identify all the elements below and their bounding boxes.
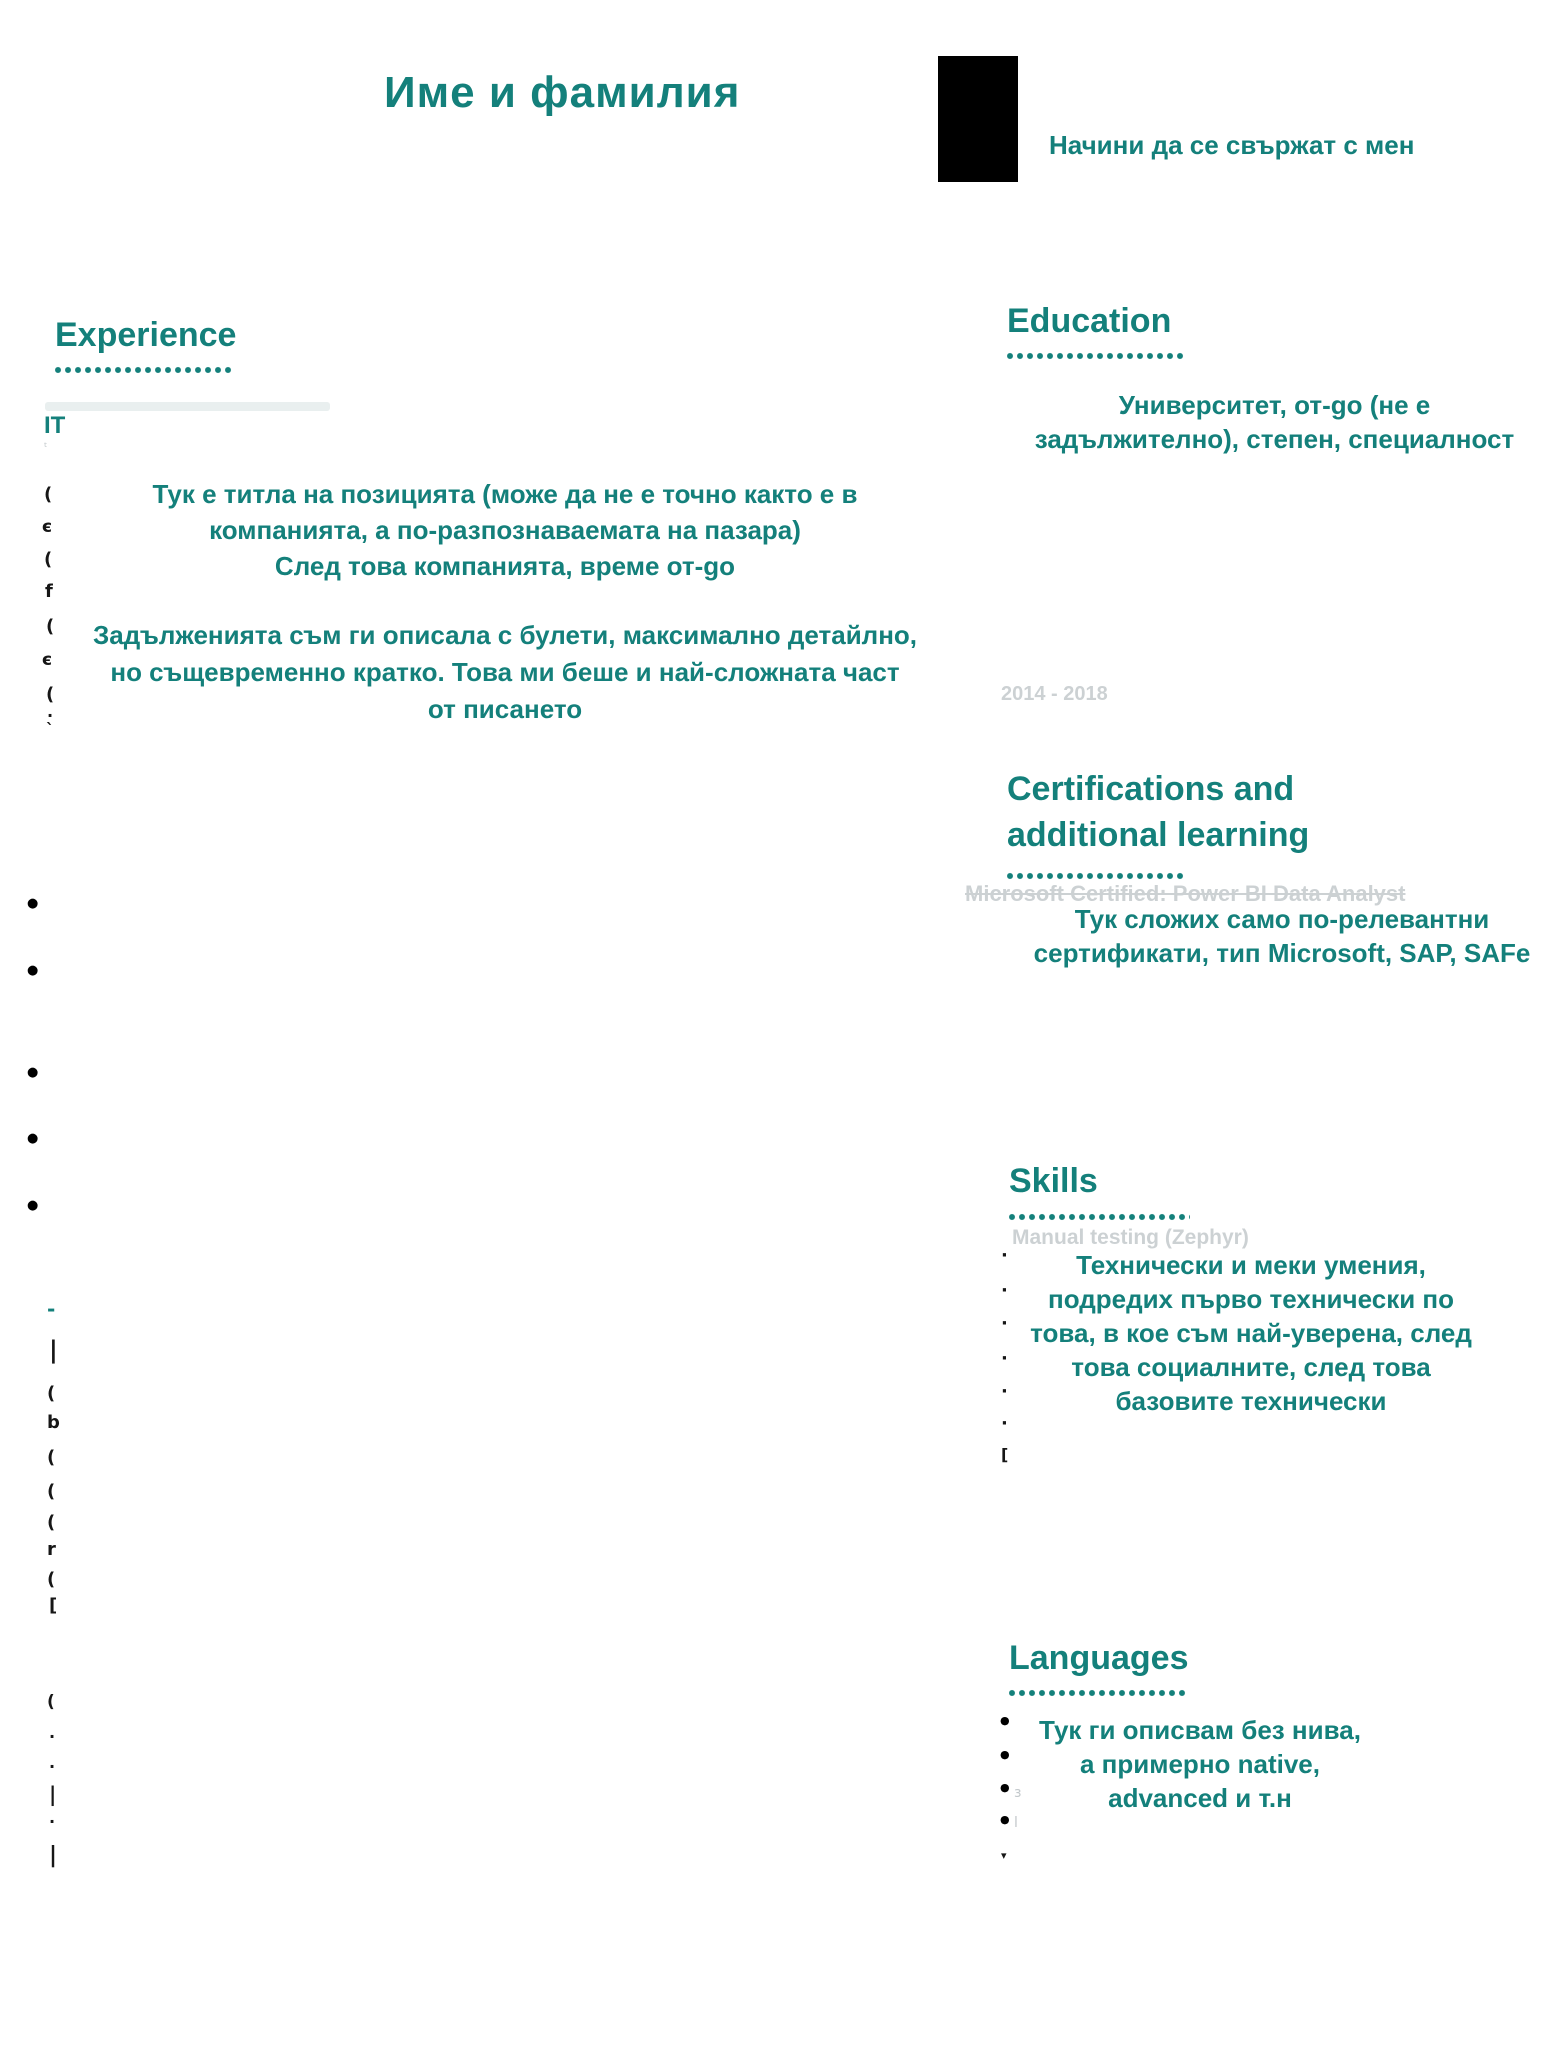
remnant-mark: ( xyxy=(47,1383,56,1404)
remnant-mark: · xyxy=(1001,1280,1008,1301)
erased-line-smear xyxy=(45,402,330,411)
remnant-mark: · xyxy=(1001,1381,1008,1402)
remnant-mark: ` xyxy=(46,720,54,739)
skills-note: Технически и меки умения, подредих първо технически по това, в кое съм най-уверена, след това социалните, след това базовите технически xyxy=(1030,1250,1472,1416)
remnant-mark: ● xyxy=(1000,1748,1010,1761)
skills-residual: Manual testing (Zephyr) xyxy=(1012,1226,1249,1249)
remnant-mark: · xyxy=(1001,1245,1008,1266)
remnant-mark: ▾ xyxy=(1001,1849,1007,1862)
remnant-mark: ● xyxy=(27,896,39,911)
experience-subheading: IT xyxy=(44,412,66,439)
skills-heading: Skills xyxy=(1009,1162,1098,1200)
education-heading: Education xyxy=(1007,302,1172,340)
remnant-mark: · xyxy=(49,1812,56,1831)
remnant-mark: · xyxy=(1001,1348,1008,1369)
remnant-mark: · xyxy=(1001,1413,1008,1434)
remnant-mark: | xyxy=(49,1782,57,1806)
experience-duties-note: Задълженията съм ги описала с булети, максимално детайлно, но същевременно кратко. Това ми беше и най-сложната част от писането xyxy=(92,620,917,724)
remnant-mark: ● xyxy=(1000,1781,1010,1794)
remnant-mark: ( xyxy=(47,1569,56,1590)
remnant-mark: · xyxy=(1001,1313,1008,1334)
certifications-heading: Certifications and additional learning xyxy=(1007,770,1310,854)
remnant-mark: ( xyxy=(46,684,55,705)
remnant-mark: ● xyxy=(1000,1714,1010,1727)
experience-title-note: Тук е титла на позицията (може да не е точно както е в компанията, а по-разпознаваемата на пазара) След това компанията, време от-go xyxy=(152,479,858,581)
remnant-mark: · xyxy=(49,1757,56,1776)
dotted-divider xyxy=(1009,1689,1189,1697)
page-title: Име и фамилия xyxy=(384,68,741,117)
remnant-mark: ● xyxy=(27,1198,39,1213)
remnant-mark: з xyxy=(1014,1785,1022,1801)
remnant-mark: є xyxy=(42,517,53,537)
remnant-mark: ( xyxy=(47,1447,56,1468)
remnant-mark: ᵗ xyxy=(44,440,48,454)
remnant-mark: | xyxy=(49,1843,58,1868)
remnant-mark: l xyxy=(1014,1815,1018,1831)
remnant-mark: · xyxy=(49,1727,56,1746)
languages-heading: Languages xyxy=(1009,1639,1189,1677)
remnant-mark: ( xyxy=(47,1692,55,1712)
remnant-mark: - xyxy=(47,1297,56,1321)
remnant-mark: ( xyxy=(47,1512,56,1533)
remnant-mark: ( xyxy=(44,484,53,505)
certifications-note: Тук сложих само по-релевантни сертификати, тип Microsoft, SAP, SAFe xyxy=(1033,904,1531,968)
remnant-mark: ● xyxy=(27,1065,39,1080)
contact-note: Начини да се свържат с мен xyxy=(1049,130,1415,160)
remnant-mark: ● xyxy=(1000,1813,1010,1826)
languages-note: Тук ги описвам без нива, а примерно native, advanced и т.н xyxy=(1039,1715,1361,1813)
remnant-mark: ● xyxy=(27,963,39,978)
certification-residual: Microsoft Certified: Power BI Data Analyst xyxy=(965,881,1406,906)
remnant-mark: f xyxy=(45,581,53,602)
remnant-mark: ( xyxy=(44,549,53,570)
remnant-mark: є xyxy=(42,650,53,670)
remnant-mark: | xyxy=(49,1336,58,1364)
remnant-mark: [ xyxy=(1001,1445,1009,1464)
remnant-mark: [ xyxy=(49,1595,58,1616)
dotted-divider xyxy=(1009,1213,1190,1221)
remnant-mark: r xyxy=(47,1539,56,1560)
remnant-mark: ( xyxy=(47,1481,56,1502)
dotted-divider xyxy=(1007,872,1187,880)
remnant-mark: · xyxy=(47,706,54,725)
remnant-mark: ● xyxy=(27,1131,39,1146)
photo-redacted-box xyxy=(938,56,1018,182)
remnant-mark: ( xyxy=(46,616,55,637)
dotted-divider xyxy=(1007,352,1187,360)
education-dates-residual: 2014 - 2018 xyxy=(1001,683,1108,705)
education-note: Университет, от-go (не е задължително), степен, специалност xyxy=(1034,390,1515,454)
remnant-mark: b xyxy=(47,1412,60,1433)
experience-heading: Experience xyxy=(55,316,237,354)
dotted-divider xyxy=(55,366,235,374)
